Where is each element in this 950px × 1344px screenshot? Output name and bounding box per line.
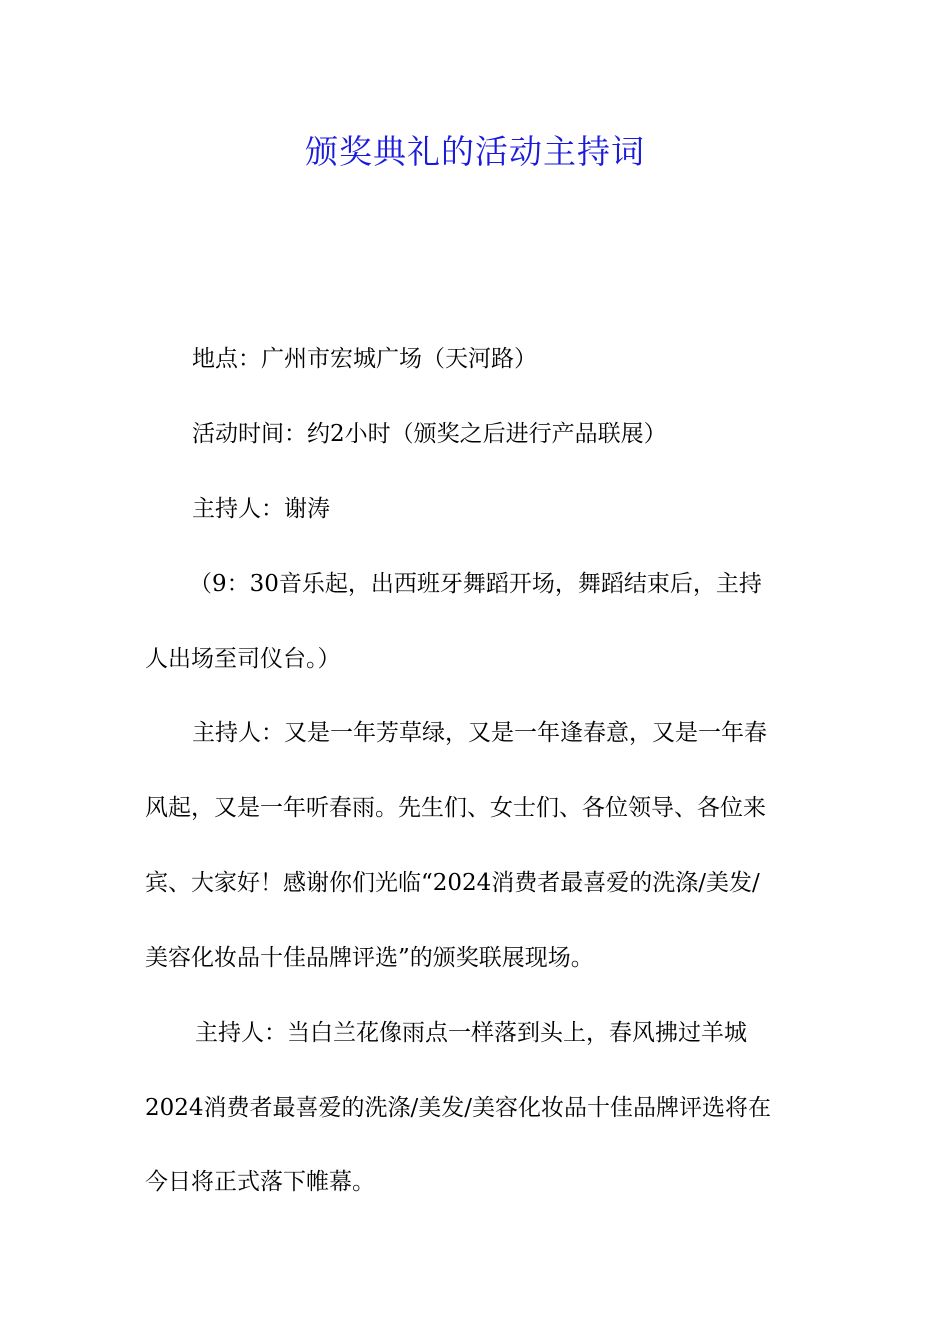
location-line: 地点：广州市宏城广场（天河路） xyxy=(192,346,537,372)
host-speech-1-line-1: 主持人：又是一年芳草绿，又是一年逢春意，又是一年春 xyxy=(192,720,767,746)
stage-direction-line-2: 人出场至司仪台。） xyxy=(145,646,341,672)
host-speech-2-line-3: 今日将正式落下帷幕。 xyxy=(145,1169,375,1195)
host-line: 主持人：谢涛 xyxy=(192,496,330,522)
duration-line: 活动时间：约2小时（颁奖之后进行产品联展） xyxy=(192,421,667,447)
host-speech-2-line-2: 2024消费者最喜爱的洗涤/美发/美容化妆品十佳品牌评选将在 xyxy=(145,1095,772,1121)
host-speech-1-line-2: 风起，又是一年听春雨。先生们、女士们、各位领导、各位来 xyxy=(145,795,766,821)
stage-direction-line-1: （9：30音乐起，出西班牙舞蹈开场，舞蹈结束后，主持 xyxy=(189,571,762,597)
host-speech-1-line-4: 美容化妆品十佳品牌评选”的颁奖联展现场。 xyxy=(145,945,594,971)
host-speech-2-line-1: 主持人：当白兰花像雨点一样落到头上，春风拂过羊城 xyxy=(195,1020,747,1046)
host-speech-1-line-3: 宾、大家好！感谢你们光临“2024消费者最喜爱的洗涤/美发/ xyxy=(145,870,760,896)
document-title: 颁奖典礼的活动主持词 xyxy=(305,132,645,171)
